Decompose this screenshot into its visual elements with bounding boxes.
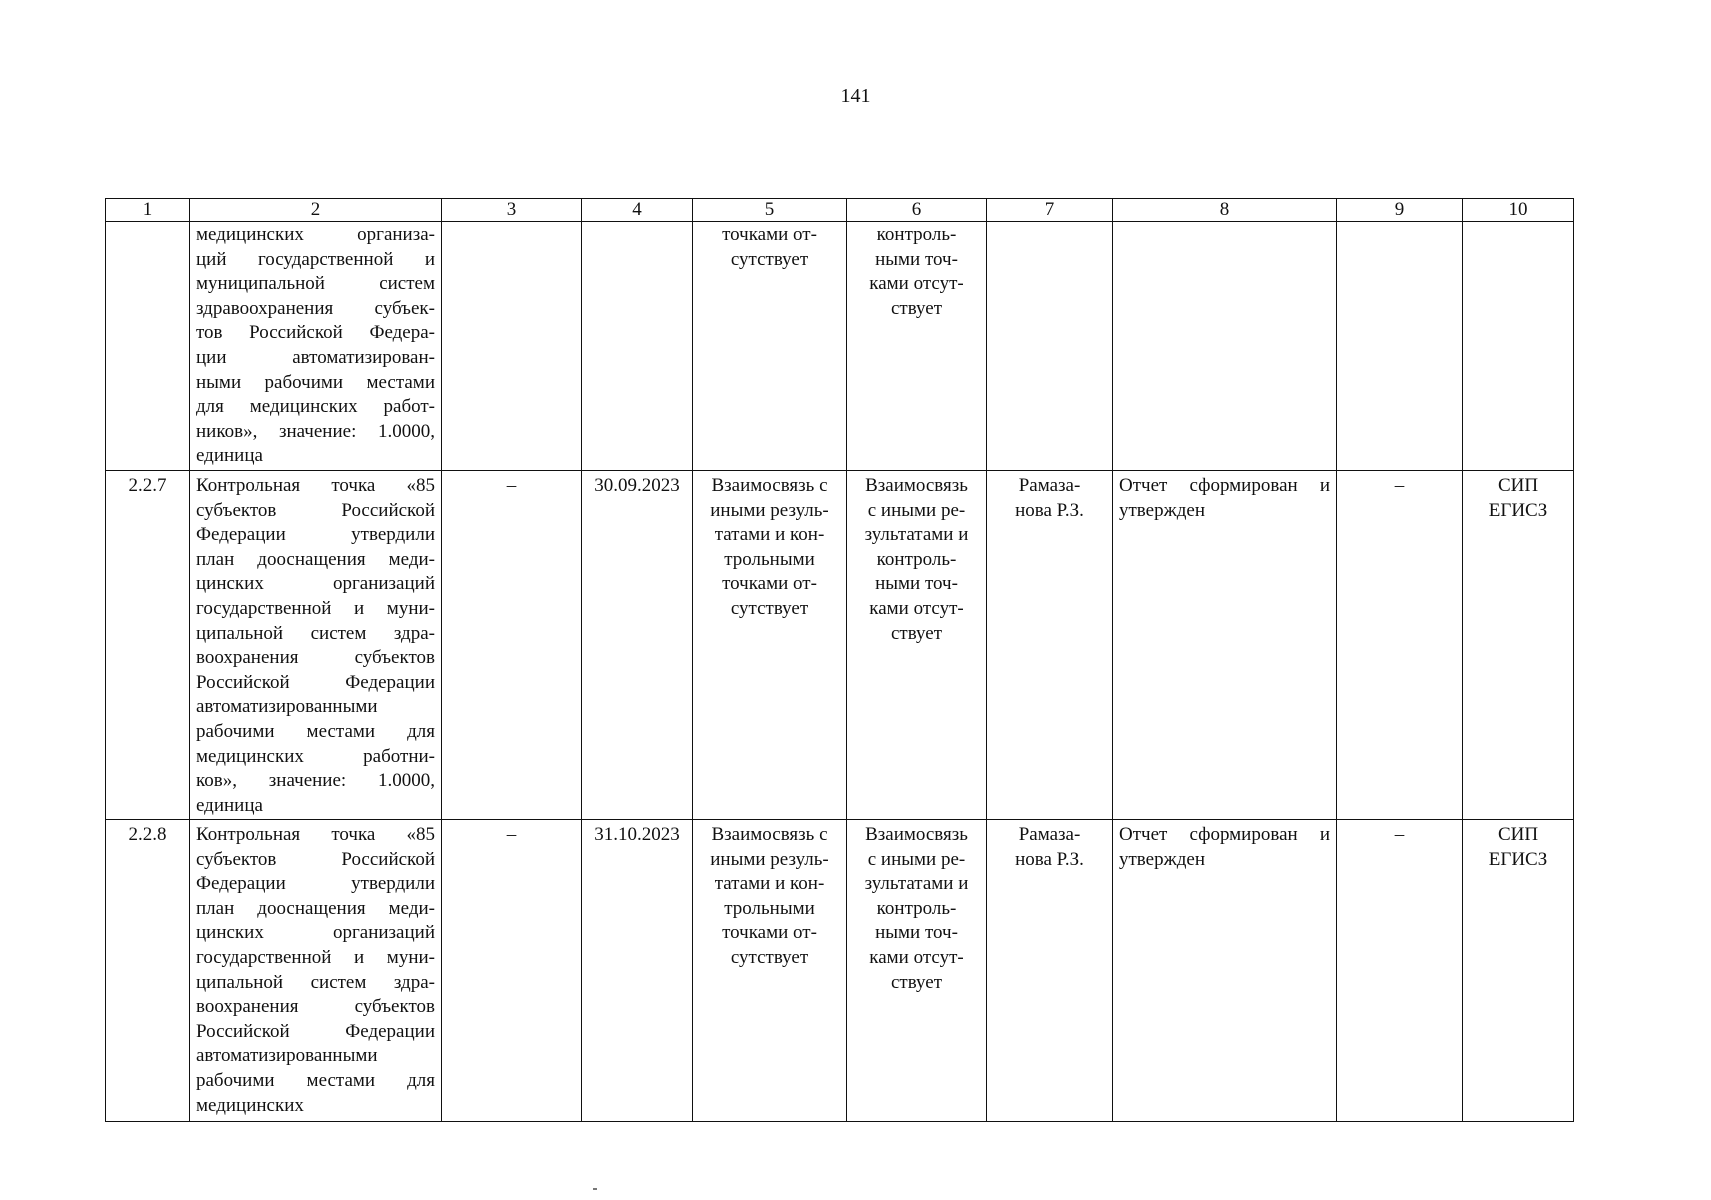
cell-line: точками от- [722,922,817,944]
cell-line: Взаимосвязь с [711,824,828,845]
cell-line: Российской Федерации [196,1020,435,1042]
cell-line: татами и кон- [714,873,825,895]
cell-line: сутствует [730,597,809,619]
cell-line: рабочими местами для [196,1069,435,1091]
result-cell [1113,471,1337,820]
cell-line: точками от- [722,224,817,245]
cell-line: автоматизированными [196,1045,378,1067]
header-row [106,199,1574,222]
date-cell [582,222,693,471]
cell-line: трольными [724,548,815,570]
cell-line: субъектов Российской [196,499,435,521]
cell-line: ками отсут- [869,597,964,619]
cell-line: здравоохранения субъек- [196,297,435,319]
relation-results-cell [693,471,847,820]
cell-line: утвержден [1119,499,1205,521]
cell-line: контроль- [876,224,957,245]
cell-line: Федерации утвердили [196,524,435,546]
date-cell: 31.10.2023 [582,820,693,1122]
cell-line: нова Р.З. [1015,848,1084,870]
cell-line: цинских организаций [196,573,435,595]
cell-line: единица [196,445,263,467]
result-cell [1113,820,1337,1122]
column-9-cell: – [1337,471,1463,820]
cell-line: точками от- [722,573,817,595]
cell-line: медицинских работни- [196,745,435,767]
cell-line: ными точ- [875,248,958,270]
relation-checkpoints-cell [847,820,987,1122]
date-cell: 30.09.2023 [582,471,693,820]
cell-line: трольными [724,897,815,919]
cell-line: иными резуль- [710,848,829,870]
cell-line: рабочими местами для [196,720,435,742]
cell-line: Рамаза- [1018,824,1081,845]
cell-line: ников», значение: 1.0000, [196,420,435,442]
column-header: 2 [190,199,442,222]
cell-line: сутствует [730,946,809,968]
relation-results-cell [693,222,847,471]
cell-line: Взаимосвязь с [711,475,828,496]
cell-line: зультатами и [864,873,969,895]
cell-line: план дооснащения меди- [196,897,435,919]
cell-line: ствует [890,622,943,644]
table-row [106,471,1574,820]
cell-line: ции автоматизирован- [196,346,435,368]
cell-line: для медицинских работ- [196,396,435,418]
table-row [106,820,1574,1122]
cell-line: ствует [890,297,943,319]
row-number-cell: 2.2.7 [106,471,190,820]
cell-line: Федерации утвердили [196,873,435,895]
system-cell [1463,222,1574,471]
column-9-cell [1337,222,1463,471]
cell-line: ЕГИСЗ [1488,848,1548,870]
column-header: 3 [442,199,582,222]
cell-line: план дооснащения меди- [196,548,435,570]
cell-line: медицинских организа- [196,224,435,245]
relation-results-cell [693,820,847,1122]
cell-line: с иными ре- [867,848,966,870]
cell-line: контроль- [876,548,957,570]
cell-line: ными точ- [875,573,958,595]
cell-line: ципальной систем здра- [196,971,435,993]
column-3-cell [442,222,582,471]
cell-line: иными резуль- [710,499,829,521]
column-header: 4 [582,199,693,222]
column-header: 9 [1337,199,1463,222]
cell-line: ципальной систем здра- [196,622,435,644]
column-header: 10 [1463,199,1574,222]
cell-line: утвержден [1119,848,1205,870]
cell-line: ствует [890,971,943,993]
cell-line: СИП [1497,475,1539,496]
cell-line: ЕГИСЗ [1488,499,1548,521]
cell-line: ков», значение: 1.0000, [196,770,435,792]
cell-line: сутствует [730,248,809,270]
cell-line: ками отсут- [869,273,964,295]
column-header: 6 [847,199,987,222]
cell-line: муниципальной систем [196,273,435,295]
responsible-cell [987,820,1113,1122]
column-header: 5 [693,199,847,222]
column-3-cell: – [442,471,582,820]
column-header: 7 [987,199,1113,222]
cell-line: государственной и муни- [196,946,435,968]
cell-line: контроль- [876,897,957,919]
cell-line: автоматизированными [196,696,378,718]
scan-mark [593,1188,597,1190]
page-number: 141 [840,85,871,107]
system-cell [1463,471,1574,820]
cell-line: Контрольная точка «85 [196,824,435,845]
column-3-cell: – [442,820,582,1122]
cell-line: воохранения субъектов [196,996,435,1018]
description-cell [190,820,442,1122]
plan-table [105,198,1574,1122]
cell-line: субъектов Российской [196,848,435,870]
cell-line: медицинских [196,1094,304,1116]
cell-line: Взаимосвязь [865,475,968,496]
cell-line: государственной и муни- [196,597,435,619]
cell-line: Взаимосвязь [865,824,968,845]
cell-line: Отчет сформирован и [1119,824,1330,845]
result-cell [1113,222,1337,471]
cell-line: ций государственной и [196,248,435,270]
responsible-cell [987,222,1113,471]
cell-line: СИП [1497,824,1539,845]
row-number-cell: 2.2.8 [106,820,190,1122]
column-header: 1 [106,199,190,222]
table-row [106,222,1574,471]
system-cell [1463,820,1574,1122]
cell-line: ными рабочими местами [196,371,435,393]
cell-line: Отчет сформирован и [1119,475,1330,496]
cell-line: зультатами и [864,524,969,546]
cell-line: воохранения субъектов [196,647,435,669]
cell-line: цинских организаций [196,922,435,944]
cell-line: ками отсут- [869,946,964,968]
cell-line: нова Р.З. [1015,499,1084,521]
cell-line: Контрольная точка «85 [196,475,435,496]
row-number-cell [106,222,190,471]
relation-checkpoints-cell [847,471,987,820]
description-cell [190,222,442,471]
description-cell [190,471,442,820]
responsible-cell [987,471,1113,820]
cell-line: ными точ- [875,922,958,944]
cell-line: Рамаза- [1018,475,1081,496]
cell-line: единица [196,794,263,816]
cell-line: татами и кон- [714,524,825,546]
cell-line: тов Российской Федера- [196,322,435,344]
relation-checkpoints-cell [847,222,987,471]
cell-line: с иными ре- [867,499,966,521]
cell-line: Российской Федерации [196,671,435,693]
column-9-cell: – [1337,820,1463,1122]
column-header: 8 [1113,199,1337,222]
